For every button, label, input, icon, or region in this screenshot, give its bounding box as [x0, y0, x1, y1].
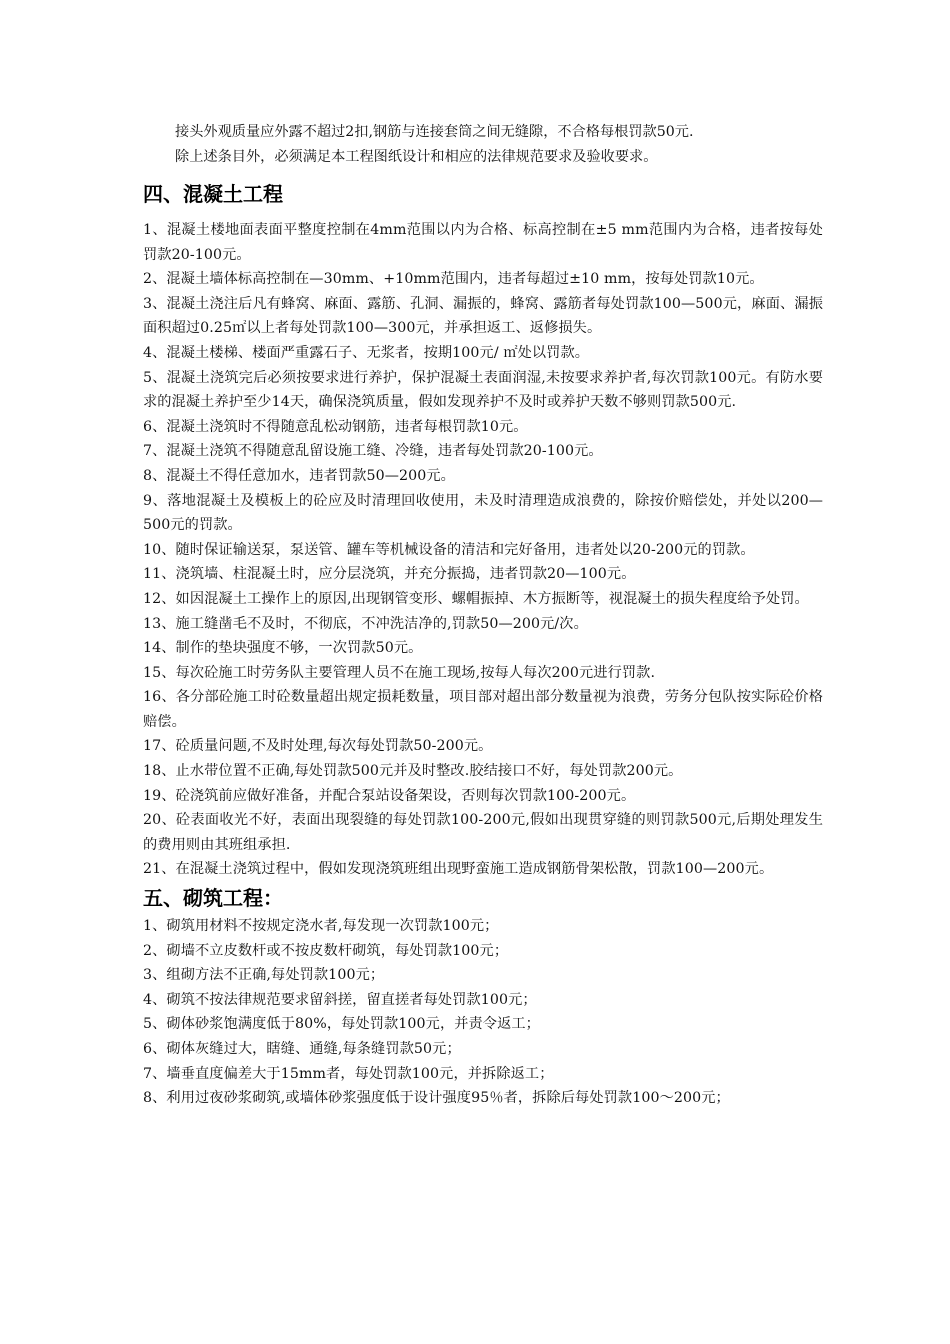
list-item: 10、随时保证输送泵，泵送管、罐车等机械设备的清洁和完好备用，违者处以20-200元的罚款。	[143, 541, 755, 558]
list-item: 7、混凝土浇筑不得随意乱留设施工缝、冷缝，违者每处罚款20-100元。	[143, 443, 603, 460]
list-item: 18、止水带位置不正确,每处罚款500元并及时整改.胶结接口不好，每处罚款200元。	[143, 763, 683, 780]
list-item: 12、如因混凝土工操作上的原因,出现钢管变形、螺帽振掉、木方振断等，视混凝土的损失程度给予处罚。	[143, 590, 809, 607]
list-item: 16、各分部砼施工时砼数量超出规定损耗数量，项目部对超出部分数量视为浪费，劳务分包队按实际砼价格赔偿。	[143, 689, 823, 730]
list-item: 19、砼浇筑前应做好准备，并配合泵站设备架设，否则每次罚款100-200元。	[143, 787, 636, 804]
list-item: 11、浇筑墙、柱混凝土时，应分层浇筑，并充分振捣，违者罚款20—100元。	[143, 566, 636, 583]
intro-paragraph: 除上述条目外，必须满足本工程图纸设计和相应的法律规范要求及验收要求。	[175, 149, 658, 165]
intro-paragraph: 接头外观质量应外露不超过2扣,钢筋与连接套筒之间无缝隙，不合格每根罚款50元.	[175, 124, 694, 140]
list-item: 2、砌墙不立皮数杆或不按皮数杆砌筑，每处罚款100元；	[143, 942, 509, 959]
list-item: 21、在混凝土浇筑过程中，假如发现浇筑班组出现野蛮施工造成钢筋骨架松散，罚款100—200元。	[143, 861, 774, 878]
list-item: 6、混凝土浇筑时不得随意乱松动钢筋，违者每根罚款10元。	[143, 418, 528, 435]
list-item: 6、砌体灰缝过大，瞎缝、通缝,每条缝罚款50元；	[143, 1041, 461, 1057]
list-item: 8、利用过夜砂浆砌筑,或墙体砂浆强度低于设计强度95％者，拆除后每处罚款100～200元；	[143, 1090, 730, 1107]
list-item: 4、砌筑不按法律规范要求留斜搓，留直搓者每处罚款100元；	[143, 991, 537, 1008]
list-item: 1、混凝土楼地面表面平整度控制在4mm范围以内为合格、标高控制在±5 mm范围内为合格，违者按每处罚款20-100元。	[143, 222, 823, 263]
list-item: 5、混凝土浇筑完后必须按要求进行养护，保护混凝土表面润湿,未按要求养护者,每次罚款100元。有防水要求的混凝土养护至少14天，确保浇筑质量，假如发现养护不及时或养护天数不够则罚款500元.	[143, 369, 823, 411]
list-item: 3、混凝土浇注后凡有蜂窝、麻面、露筋、孔洞、漏振的，蜂窝、露筋者每处罚款100—500元，麻面、漏振面积超过0.25㎡以上者每处罚款100—300元，并承担返工、返修损失。	[143, 295, 823, 337]
list-item: 9、落地混凝土及模板上的砼应及时清理回收使用，未及时清理造成浪费的，除按价赔偿处，并处以200—500元的罚款。	[143, 492, 823, 534]
list-item: 3、组砌方法不正确,每处罚款100元；	[143, 967, 385, 984]
list-item: 8、混凝土不得任意加水，违者罚款50—200元。	[143, 467, 455, 484]
list-item: 2、混凝土墙体标高控制在—30mm、+10mm范围内，违者每超过±10 mm，按每处罚款10元。	[143, 271, 764, 288]
concrete-items	[143, 218, 823, 882]
list-item: 15、每次砼施工时劳务队主要管理人员不在施工现场,按每人每次200元进行罚款.	[143, 664, 656, 681]
list-item: 1、砌筑用材料不按规定浇水者,每发现一次罚款100元；	[143, 918, 499, 935]
list-item: 7、墙垂直度偏差大于15mm者，每处罚款100元，并拆除返工；	[143, 1065, 554, 1082]
list-item: 14、制作的垫块强度不够，一次罚款50元。	[143, 640, 423, 657]
document-body	[143, 120, 823, 1111]
list-item: 4、混凝土楼梯、楼面严重露石子、无浆者，按期100元/ ㎡处以罚款。	[143, 344, 590, 361]
intro-block	[143, 120, 823, 170]
section-heading-concrete: 四、混凝土工程	[143, 182, 283, 206]
masonry-items	[143, 914, 823, 1111]
section-heading-masonry: 五、砌筑工程：	[143, 886, 283, 911]
list-item: 20、砼表面收光不好，表面出现裂缝的每处罚款100-200元,假如出现贯穿缝的则罚款500元,后期处理发生的费用则由其班组承担.	[143, 812, 823, 853]
list-item: 17、砼质量问题,不及时处理,每次每处罚款50-200元。	[143, 738, 493, 755]
list-item: 5、砌体砂浆饱满度低于80%，每处罚款100元，并责令返工；	[143, 1016, 540, 1033]
list-item: 13、施工缝凿毛不及时，不彻底，不冲洗洁净的,罚款50—200元/次。	[143, 615, 588, 632]
